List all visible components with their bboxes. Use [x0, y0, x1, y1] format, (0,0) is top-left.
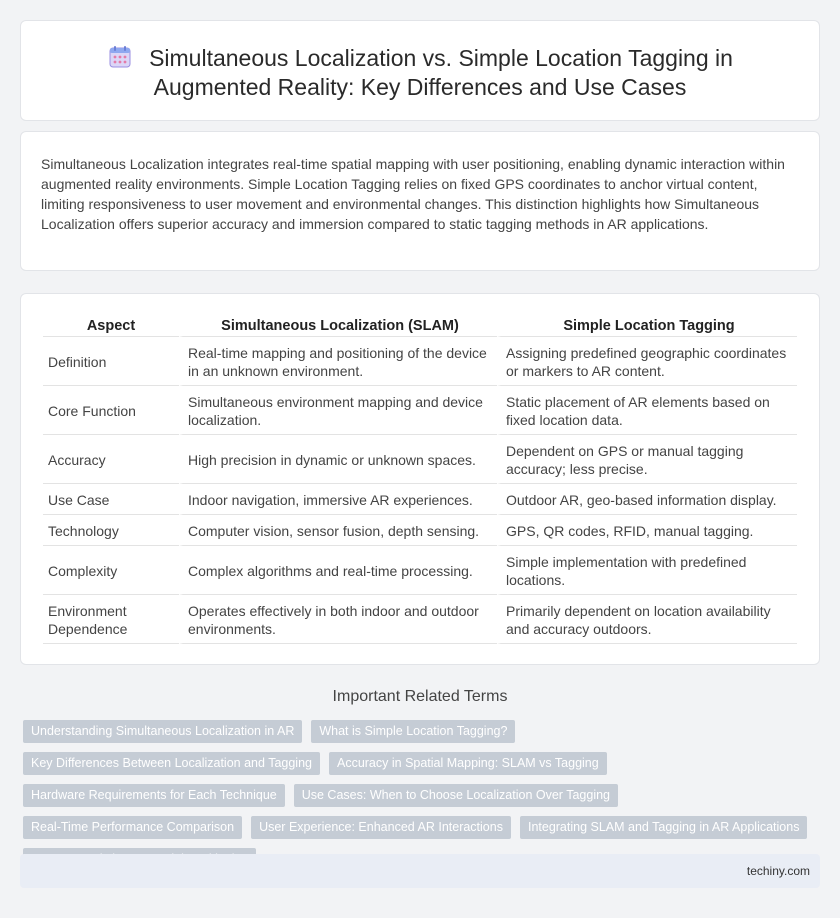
related-terms-title: Important Related Terms	[332, 688, 508, 705]
header-card	[20, 20, 820, 121]
calendar-icon	[107, 44, 133, 70]
table-cell: Accuracy	[43, 435, 179, 484]
table-cell: Definition	[43, 337, 179, 386]
table-cell: High precision in dynamic or unknown spaces.	[179, 435, 497, 484]
table-row	[43, 484, 797, 515]
site-link[interactable]: techiny.com	[746, 864, 810, 878]
table-row	[43, 546, 797, 595]
table-cell: Environment Dependence	[43, 595, 179, 644]
table-cell: Use Case	[43, 484, 179, 515]
related-term-tag[interactable]: Understanding Simultaneous Localization in AR	[23, 720, 302, 743]
comparison-table	[43, 316, 797, 644]
table-cell: Assigning predefined geographic coordinates or markers to AR content.	[497, 337, 797, 386]
table-cell: Simple implementation with predefined locations.	[497, 546, 797, 595]
table-row	[43, 435, 797, 484]
table-row	[43, 515, 797, 546]
table-cell: Dependent on GPS or manual tagging accuracy; less precise.	[497, 435, 797, 484]
table-cell: Simultaneous environment mapping and device localization.	[179, 386, 497, 435]
title-line-2: Augmented Reality: Key Differences and Use Cases	[153, 74, 687, 100]
column-header: Aspect	[43, 316, 179, 337]
footer	[20, 854, 820, 888]
table-cell: Static placement of AR elements based on fixed location data.	[497, 386, 797, 435]
table-row	[43, 337, 797, 386]
related-term-tag[interactable]: User Experience: Enhanced AR Interactions	[251, 816, 511, 839]
table-row	[43, 386, 797, 435]
related-term-tag[interactable]: Accuracy in Spatial Mapping: SLAM vs Tagging	[329, 752, 607, 775]
table-cell: Operates effectively in both indoor and outdoor environments.	[179, 595, 497, 644]
intro-paragraph: Simultaneous Localization integrates real-time spatial mapping with user positioning, enabling dynamic interaction within augmented reality environments. Simple Location Tagging relies on fixed GPS coordinates to anchor virtual content, limiting responsiveness to user movement and environmental changes. This distinction highlights how Simultaneous Localization offers superior accuracy and immersion compared to static tagging methods in AR applications.	[41, 156, 785, 232]
table-header-row	[43, 316, 797, 337]
table-cell: Outdoor AR, geo-based information display.	[497, 484, 797, 515]
table-cell: Real-time mapping and positioning of the device in an unknown environment.	[179, 337, 497, 386]
table-cell: Computer vision, sensor fusion, depth sensing.	[179, 515, 497, 546]
table-cell: Complex algorithms and real-time processing.	[179, 546, 497, 595]
related-terms-list	[23, 720, 813, 871]
related-term-tag[interactable]: Real-Time Performance Comparison	[23, 816, 242, 839]
table-cell: Core Function	[43, 386, 179, 435]
table-row	[43, 595, 797, 644]
table-cell: Technology	[43, 515, 179, 546]
table-cell: GPS, QR codes, RFID, manual tagging.	[497, 515, 797, 546]
column-header: Simultaneous Localization (SLAM)	[179, 316, 497, 337]
related-term-tag[interactable]: Integrating SLAM and Tagging in AR Applications	[520, 816, 807, 839]
related-term-tag[interactable]: What is Simple Location Tagging?	[311, 720, 515, 743]
intro-card	[20, 131, 820, 271]
title-line-1: Simultaneous Localization vs. Simple Location Tagging in	[149, 45, 733, 71]
comparison-table-card	[20, 293, 820, 665]
table-cell: Indoor navigation, immersive AR experiences.	[179, 484, 497, 515]
table-cell: Complexity	[43, 546, 179, 595]
related-term-tag[interactable]: Use Cases: When to Choose Localization Over Tagging	[294, 784, 618, 807]
table-cell: Primarily dependent on location availability and accuracy outdoors.	[497, 595, 797, 644]
related-term-tag[interactable]: Hardware Requirements for Each Technique	[23, 784, 285, 807]
related-term-tag[interactable]: Key Differences Between Localization and Tagging	[23, 752, 320, 775]
column-header: Simple Location Tagging	[497, 316, 797, 337]
page-title	[21, 44, 819, 102]
